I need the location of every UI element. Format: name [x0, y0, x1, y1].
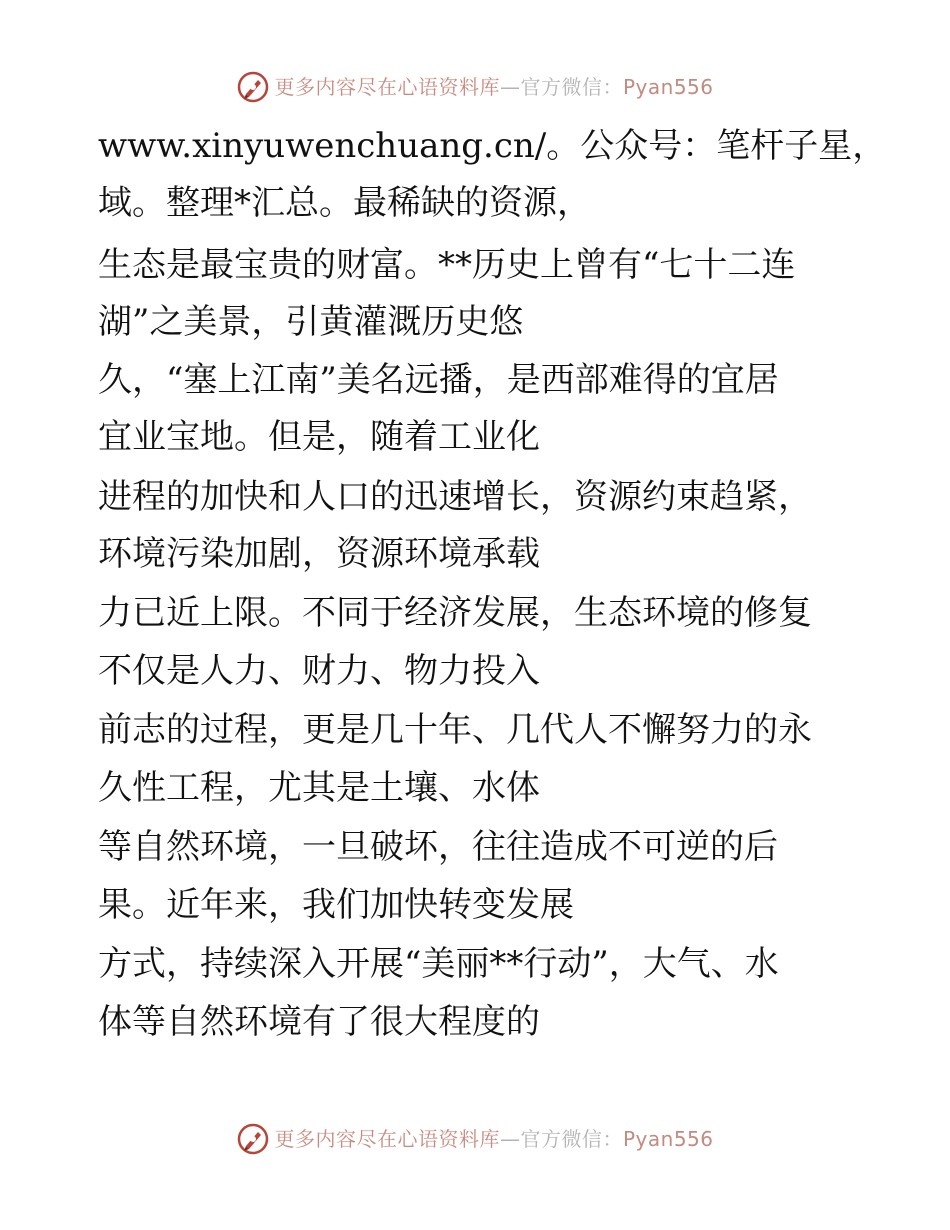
banner-wechat-id: Pyan556 [622, 1127, 714, 1151]
body-line-12: 久性工程，尤其是土壤、水体 [98, 768, 540, 808]
body-line-5: 久，“塞上江南”美名远播，是西部难得的宜居 [98, 360, 779, 400]
body-line-3: 生态是最宝贵的财富。**历史上曾有“七十二连 [98, 245, 796, 285]
header-banner [0, 70, 950, 104]
body-line-7: 进程的加快和人口的迅速增长，资源约束趋紧， [98, 477, 812, 517]
body-line-16: 体等自然环境有了很大程度的 [98, 1002, 540, 1042]
pen-logo-icon [236, 1122, 270, 1156]
banner-wechat-label: —官方微信： [499, 75, 623, 99]
body-line-14: 果。近年来，我们加快转变发展 [98, 885, 574, 925]
banner-wechat-label: —官方微信： [499, 1127, 623, 1151]
body-line-4: 湖”之美景，引黄灌溉历史悠 [98, 302, 524, 342]
body-line-6: 宜业宝地。但是，随着工业化 [98, 417, 540, 457]
body-line-10: 不仅是人力、财力、物力投入 [98, 651, 540, 691]
pen-logo-icon [236, 70, 270, 104]
body-line-2: 域。整理*汇总。最稀缺的资源， [98, 183, 591, 223]
body-line-13: 等自然环境，一旦破坏，往往造成不可逆的后 [98, 827, 778, 867]
body-line-15: 方式，持续深入开展“美丽**行动”，大气、水 [98, 944, 779, 984]
body-line-1: www.xinyuwenchuang.cn/。公众号：笔杆子星， [98, 126, 887, 166]
banner-brand-text: 更多内容尽在心语资料库 [274, 75, 500, 99]
footer-banner [0, 1122, 950, 1156]
banner-wechat-id: Pyan556 [622, 75, 714, 99]
body-line-9: 力已近上限。不同于经济发展，生态环境的修复 [98, 593, 812, 633]
body-line-11: 前志的过程，更是几十年、几代人不懈努力的永 [98, 710, 812, 750]
banner-brand-text: 更多内容尽在心语资料库 [274, 1127, 500, 1151]
body-line-8: 环境污染加剧，资源环境承载 [98, 534, 540, 574]
